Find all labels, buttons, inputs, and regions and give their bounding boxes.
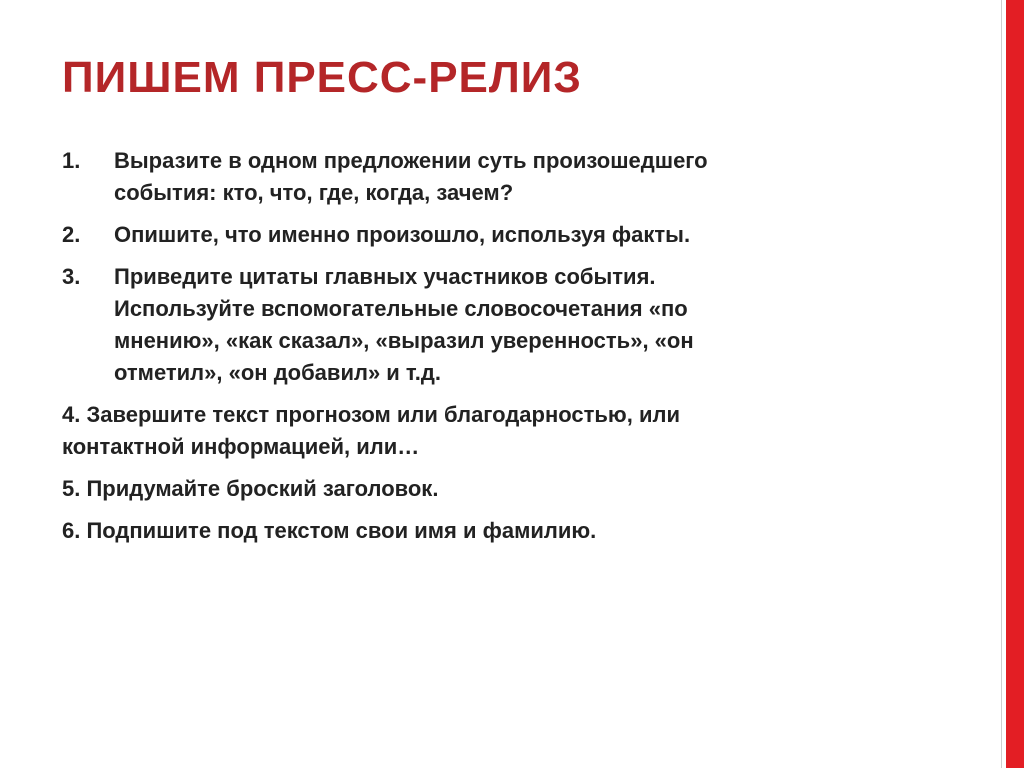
list-item-5 [62, 473, 962, 505]
list-item-6 [62, 515, 962, 547]
list-item-4 [62, 399, 962, 463]
list-item-1 [62, 145, 962, 209]
slide-content [62, 145, 962, 557]
item-line: Используйте вспомогательные словосочетания «по [114, 296, 688, 321]
accent-bar [1006, 0, 1024, 768]
item-line: мнению», «как сказал», «выразил уверенность», «он [114, 328, 694, 353]
item-line: 6. Подпишите под текстом свои имя и фамилию. [62, 518, 597, 543]
item-number: 1. [62, 148, 81, 173]
list-item-2 [62, 219, 962, 251]
item-line: Выразите в одном предложении суть произошедшего [114, 148, 708, 173]
item-line: Приведите цитаты главных участников события. [114, 264, 656, 289]
side-divider [1001, 0, 1002, 768]
item-text [114, 219, 962, 251]
item-line: Опишите, что именно произошло, используя факты. [114, 222, 691, 247]
item-line: контактной информацией, или… [62, 434, 420, 459]
item-text [114, 145, 962, 209]
item-line: 4. Завершите текст прогнозом или благодарностью, или [62, 402, 680, 427]
item-text [114, 261, 962, 389]
item-line: 5. Придумайте броский заголовок. [62, 476, 439, 501]
item-line: отметил», «он добавил» и т.д. [114, 360, 441, 385]
slide-title: ПИШЕМ ПРЕСС-РЕЛИЗ [62, 53, 582, 102]
item-number: 3. [62, 264, 81, 289]
item-number: 2. [62, 222, 81, 247]
list-item-3 [62, 261, 962, 389]
item-line: события: кто, что, где, когда, зачем? [114, 180, 514, 205]
